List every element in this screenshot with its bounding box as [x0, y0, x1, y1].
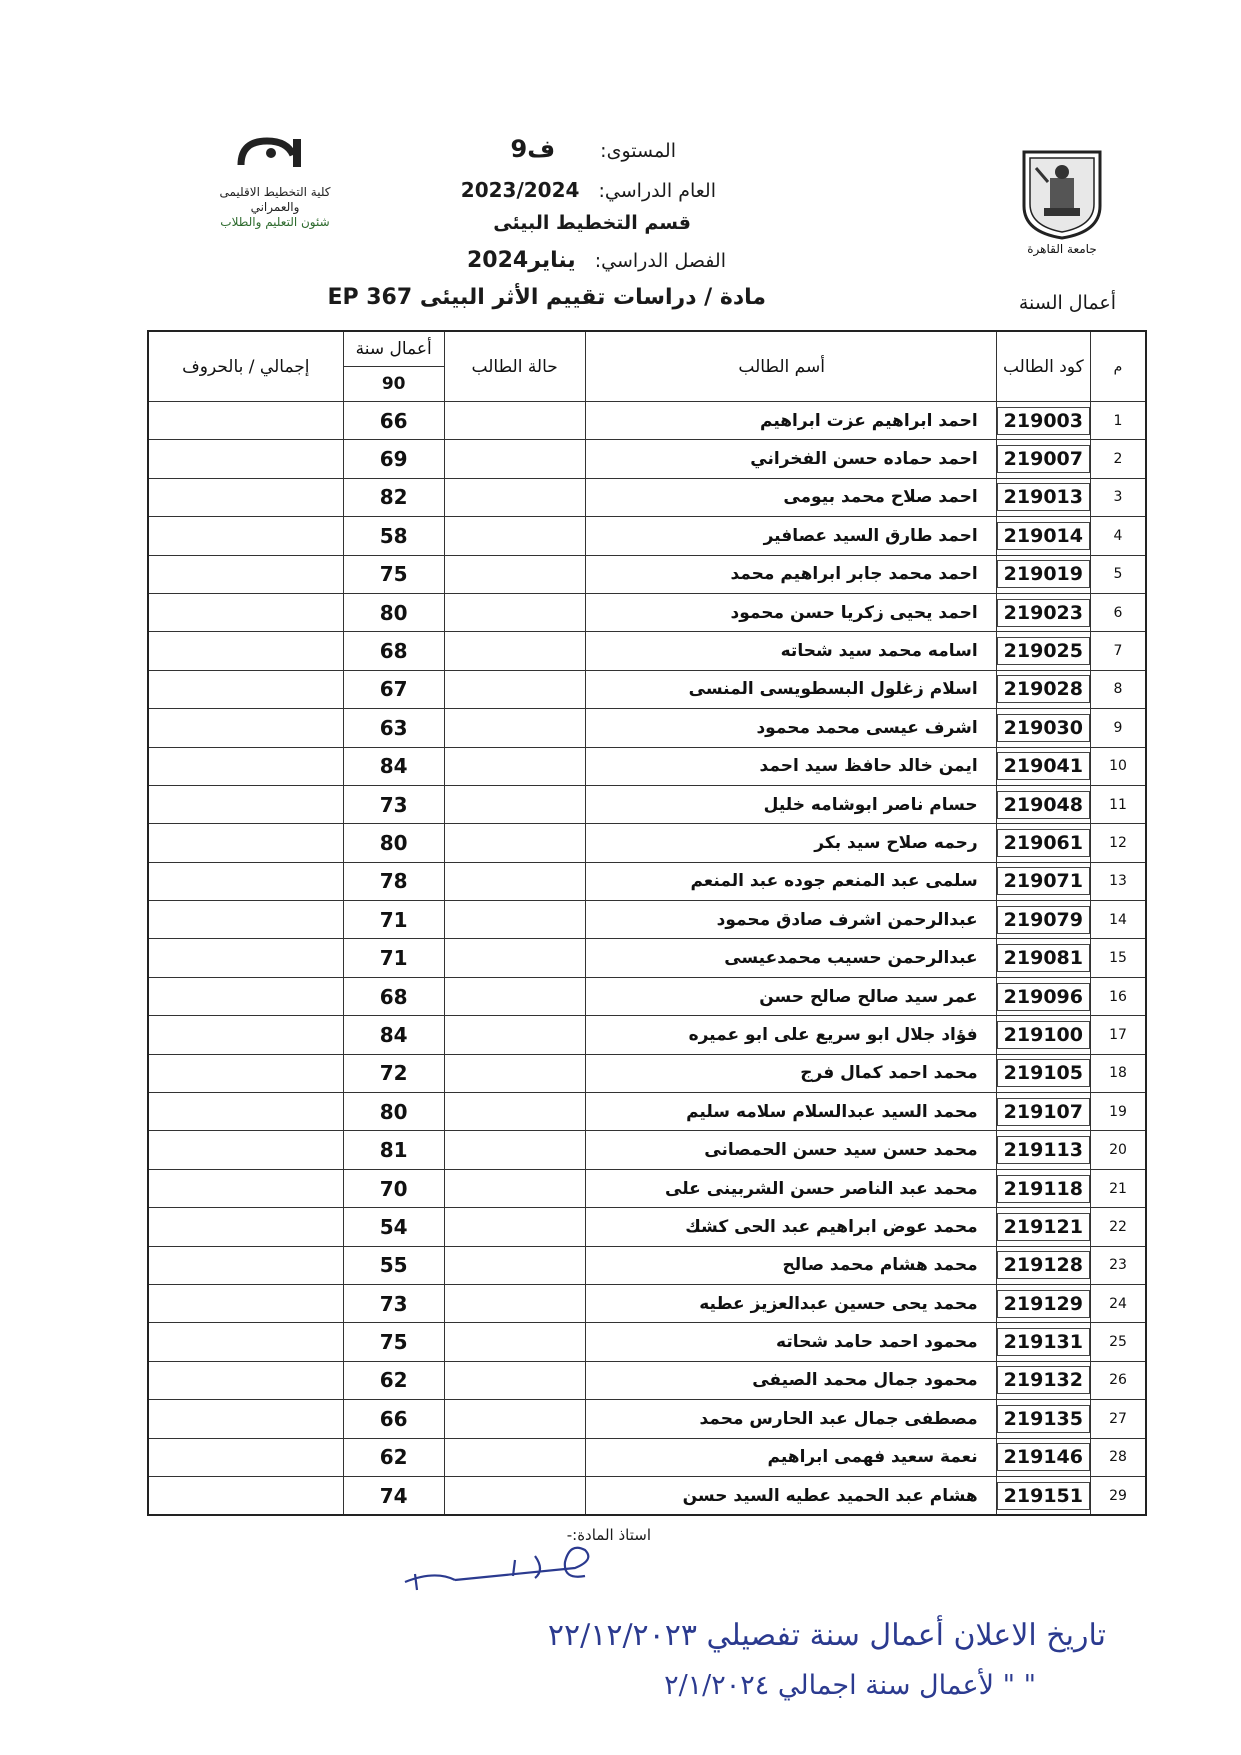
year-work-grade: 80: [343, 824, 444, 862]
year-work-grade: 67: [343, 670, 444, 708]
student-name: احمد صلاح محمد بيومى: [585, 478, 996, 516]
col-header-code: كود الطالب: [996, 331, 1090, 402]
student-code-value: 219113: [997, 1136, 1090, 1164]
student-code-value: 219118: [997, 1175, 1090, 1203]
semester-value: يناير2024: [466, 248, 576, 273]
row-number: 24: [1091, 1284, 1147, 1322]
year-line: [461, 178, 716, 202]
student-code-value: 219107: [997, 1098, 1090, 1126]
student-name: محمود احمد حامد شحاته: [585, 1323, 996, 1361]
student-code: [996, 1131, 1090, 1169]
table-row: [148, 555, 1146, 593]
student-code-value: 219061: [997, 829, 1090, 857]
student-status: [444, 862, 585, 900]
student-name: احمد حماده حسن الفخراني: [585, 440, 996, 478]
total-in-words: [148, 785, 343, 823]
year-work-grade: 66: [343, 1400, 444, 1438]
student-name: اسامه محمد سيد شحاته: [585, 632, 996, 670]
table-row: [148, 1054, 1146, 1092]
table-row: [148, 862, 1146, 900]
student-name: احمد محمد جابر ابراهيم محمد: [585, 555, 996, 593]
total-in-words: [148, 1169, 343, 1207]
student-status: [444, 1246, 585, 1284]
student-name: محمد السيد عبدالسلام سلامه سليم: [585, 1093, 996, 1131]
year-work-grade: 69: [343, 440, 444, 478]
row-number: 29: [1091, 1476, 1147, 1515]
year-work-grade: 73: [343, 785, 444, 823]
row-number: 3: [1091, 478, 1147, 516]
faculty-name-line2: والعمراني: [250, 200, 300, 214]
total-in-words: [148, 939, 343, 977]
student-code-value: 219003: [997, 407, 1090, 435]
table-row: [148, 670, 1146, 708]
table-row: [148, 440, 1146, 478]
student-code-value: 219100: [997, 1021, 1090, 1049]
table-row: [148, 1400, 1146, 1438]
student-name: احمد طارق السيد عصافير: [585, 517, 996, 555]
table-row: [148, 1438, 1146, 1476]
professor-signature: [395, 1540, 635, 1600]
student-status: [444, 747, 585, 785]
student-code: [996, 1438, 1090, 1476]
year-work-grade: 84: [343, 1016, 444, 1054]
student-status: [444, 1361, 585, 1399]
student-code-value: 219023: [997, 599, 1090, 627]
year-work-grade: 71: [343, 939, 444, 977]
university-logo: [1020, 148, 1104, 258]
total-in-words: [148, 670, 343, 708]
section-title: أعمال السنة: [1018, 292, 1116, 314]
student-status: [444, 1400, 585, 1438]
year-work-grade: 75: [343, 1323, 444, 1361]
semester-label: الفصل الدراسي:: [594, 250, 726, 272]
total-in-words: [148, 555, 343, 593]
student-name: محمود جمال محمد الصيفى: [585, 1361, 996, 1399]
row-number: 17: [1091, 1016, 1147, 1054]
table-row: [148, 1093, 1146, 1131]
student-status: [444, 402, 585, 440]
row-number: 14: [1091, 901, 1147, 939]
student-name: عبدالرحمن اشرف صادق محمود: [585, 901, 996, 939]
row-number: 11: [1091, 785, 1147, 823]
student-name: ايمن خالد حافظ سيد احمد: [585, 747, 996, 785]
student-name: حسام ناصر ابوشامه خليل: [585, 785, 996, 823]
student-code-value: 219151: [997, 1482, 1090, 1510]
student-code-value: 219105: [997, 1059, 1090, 1087]
year-work-grade: 80: [343, 593, 444, 631]
student-code-value: 219007: [997, 445, 1090, 473]
year-label: العام الدراسي:: [598, 180, 716, 202]
year-work-grade: 71: [343, 901, 444, 939]
year-work-grade: 55: [343, 1246, 444, 1284]
row-number: 12: [1091, 824, 1147, 862]
student-name: احمد يحيى زكريا حسن محمود: [585, 593, 996, 631]
student-name: محمد هشام محمد صالح: [585, 1246, 996, 1284]
col-header-num: م: [1091, 331, 1147, 402]
table-row: [148, 1016, 1146, 1054]
student-code-value: 219135: [997, 1405, 1090, 1433]
table-row: [148, 402, 1146, 440]
student-status: [444, 670, 585, 708]
student-code: [996, 785, 1090, 823]
level-label: المستوى:: [600, 140, 676, 162]
university-crest-icon: [1020, 148, 1104, 240]
student-code: [996, 440, 1090, 478]
level-value: ف9: [510, 135, 556, 163]
year-work-grade: 58: [343, 517, 444, 555]
student-name: احمد ابراهيم عزت ابراهيم: [585, 402, 996, 440]
student-name: عمر سيد صالح صالح حسن: [585, 977, 996, 1015]
year-work-grade: 84: [343, 747, 444, 785]
student-code: [996, 901, 1090, 939]
row-number: 19: [1091, 1093, 1147, 1131]
student-code-value: 219071: [997, 867, 1090, 895]
student-code: [996, 1361, 1090, 1399]
student-code: [996, 1400, 1090, 1438]
student-code: [996, 1246, 1090, 1284]
year-value: 2023/2024: [460, 178, 580, 202]
student-code-value: 219019: [997, 560, 1090, 588]
row-number: 22: [1091, 1208, 1147, 1246]
student-name: محمد عبد الناصر حسن الشربينى على: [585, 1169, 996, 1207]
student-status: [444, 1093, 585, 1131]
student-name: سلمى عبد المنعم جوده عبد المنعم: [585, 862, 996, 900]
row-number: 13: [1091, 862, 1147, 900]
table-header-row: [148, 331, 1146, 367]
student-status: [444, 824, 585, 862]
student-name: محمد عوض ابراهيم عبد الحى كشك: [585, 1208, 996, 1246]
table-row: [148, 1208, 1146, 1246]
student-code-value: 219079: [997, 906, 1090, 934]
total-in-words: [148, 1093, 343, 1131]
student-status: [444, 901, 585, 939]
col-header-total: إجمالي / بالحروف: [148, 331, 343, 402]
total-in-words: [148, 977, 343, 1015]
student-status: [444, 593, 585, 631]
student-code-value: 219132: [997, 1366, 1090, 1394]
student-code: [996, 977, 1090, 1015]
student-name: رحمه صلاح سيد بكر: [585, 824, 996, 862]
table-row: [148, 1476, 1146, 1515]
table-row: [148, 977, 1146, 1015]
total-in-words: [148, 901, 343, 939]
student-name: اشرف عيسى محمد محمود: [585, 709, 996, 747]
student-code-value: 219013: [997, 483, 1090, 511]
student-status: [444, 478, 585, 516]
total-in-words: [148, 1323, 343, 1361]
student-name: محمد يحى حسين عبدالعزيز عطيه: [585, 1284, 996, 1322]
student-code: [996, 1169, 1090, 1207]
faculty-emblem-icon: [237, 135, 307, 169]
year-work-grade: 62: [343, 1361, 444, 1399]
student-status: [444, 1323, 585, 1361]
year-work-grade: 82: [343, 478, 444, 516]
year-work-grade: 54: [343, 1208, 444, 1246]
student-code-value: 219025: [997, 637, 1090, 665]
student-code: [996, 1208, 1090, 1246]
student-status: [444, 1438, 585, 1476]
faculty-logo: [212, 135, 332, 169]
row-number: 25: [1091, 1323, 1147, 1361]
student-name: اسلام زغلول البسطويسى المنسى: [585, 670, 996, 708]
row-number: 7: [1091, 632, 1147, 670]
student-code: [996, 862, 1090, 900]
year-work-grade: 75: [343, 555, 444, 593]
year-work-grade: 66: [343, 402, 444, 440]
total-in-words: [148, 824, 343, 862]
student-code: [996, 1016, 1090, 1054]
student-status: [444, 709, 585, 747]
student-code: [996, 593, 1090, 631]
total-in-words: [148, 593, 343, 631]
department: قسم التخطيط البيئى: [493, 212, 691, 234]
faculty-logo-text: [190, 185, 360, 230]
table-row: [148, 1323, 1146, 1361]
year-work-grade: 80: [343, 1093, 444, 1131]
student-name: نعمة سعيد فهمى ابراهيم: [585, 1438, 996, 1476]
col-header-name: أسم الطالب: [585, 331, 996, 402]
student-code: [996, 402, 1090, 440]
total-in-words: [148, 747, 343, 785]
row-number: 27: [1091, 1400, 1147, 1438]
total-in-words: [148, 1438, 343, 1476]
student-code: [996, 1323, 1090, 1361]
total-in-words: [148, 1131, 343, 1169]
table-row: [148, 1284, 1146, 1322]
row-number: 10: [1091, 747, 1147, 785]
table-row: [148, 1361, 1146, 1399]
student-code: [996, 824, 1090, 862]
student-code: [996, 1093, 1090, 1131]
student-code: [996, 1054, 1090, 1092]
student-code: [996, 1284, 1090, 1322]
grades-table: [147, 330, 1147, 1516]
table-row: [148, 939, 1146, 977]
faculty-office: شئون التعليم والطلاب: [220, 215, 330, 229]
student-status: [444, 1131, 585, 1169]
student-status: [444, 1054, 585, 1092]
total-in-words: [148, 402, 343, 440]
row-number: 2: [1091, 440, 1147, 478]
student-code-value: 219128: [997, 1251, 1090, 1279]
student-status: [444, 1284, 585, 1322]
student-code: [996, 1476, 1090, 1515]
total-in-words: [148, 862, 343, 900]
row-number: 16: [1091, 977, 1147, 1015]
student-code-value: 219030: [997, 714, 1090, 742]
student-status: [444, 1208, 585, 1246]
table-row: [148, 709, 1146, 747]
total-in-words: [148, 1016, 343, 1054]
row-number: 18: [1091, 1054, 1147, 1092]
student-code-value: 219121: [997, 1213, 1090, 1241]
row-number: 15: [1091, 939, 1147, 977]
course-title: مادة / دراسات تقييم الأثر البيئى EP 367: [327, 285, 766, 310]
student-code-value: 219129: [997, 1290, 1090, 1318]
row-number: 9: [1091, 709, 1147, 747]
table-row: [148, 478, 1146, 516]
row-number: 23: [1091, 1246, 1147, 1284]
student-status: [444, 785, 585, 823]
student-status: [444, 632, 585, 670]
col-header-grade-max: 90: [343, 367, 444, 402]
table-row: [148, 824, 1146, 862]
year-work-grade: 78: [343, 862, 444, 900]
handwritten-note-1: تاريخ الاعلان أعمال سنة تفصيلي ٢٢/١٢/٢٠٢٣: [547, 1618, 1106, 1653]
col-header-grade: أعمال سنة: [343, 331, 444, 367]
row-number: 21: [1091, 1169, 1147, 1207]
student-status: [444, 555, 585, 593]
table-row: [148, 517, 1146, 555]
department-line: [493, 212, 691, 234]
total-in-words: [148, 517, 343, 555]
student-code: [996, 747, 1090, 785]
student-code: [996, 632, 1090, 670]
student-name: محمد احمد كمال فرج: [585, 1054, 996, 1092]
table-row: [148, 1131, 1146, 1169]
total-in-words: [148, 1284, 343, 1322]
level-line: [510, 135, 676, 163]
table-row: [148, 1169, 1146, 1207]
total-in-words: [148, 1208, 343, 1246]
col-header-status: حالة الطالب: [444, 331, 585, 402]
student-code: [996, 517, 1090, 555]
student-name: فؤاد جلال ابو سريع على ابو عميره: [585, 1016, 996, 1054]
total-in-words: [148, 478, 343, 516]
total-in-words: [148, 709, 343, 747]
student-name: هشام عبد الحميد عطيه السيد حسن: [585, 1476, 996, 1515]
course-line: [327, 285, 766, 310]
year-work-grade: 72: [343, 1054, 444, 1092]
student-code: [996, 478, 1090, 516]
table-row: [148, 1246, 1146, 1284]
student-code: [996, 670, 1090, 708]
total-in-words: [148, 1246, 343, 1284]
row-number: 6: [1091, 593, 1147, 631]
faculty-name-line1: كلية التخطيط الاقليمى: [219, 185, 331, 199]
row-number: 5: [1091, 555, 1147, 593]
professor-label: استاذ المادة:-: [566, 1526, 651, 1544]
year-work-grade: 68: [343, 632, 444, 670]
row-number: 20: [1091, 1131, 1147, 1169]
student-code-value: 219081: [997, 944, 1090, 972]
year-work-grade: 74: [343, 1476, 444, 1515]
student-code-value: 219041: [997, 752, 1090, 780]
student-code: [996, 555, 1090, 593]
student-code-value: 219014: [997, 522, 1090, 550]
student-name: عبدالرحمن حسيب محمدعيسى: [585, 939, 996, 977]
row-number: 4: [1091, 517, 1147, 555]
total-in-words: [148, 1400, 343, 1438]
year-work-grade: 62: [343, 1438, 444, 1476]
row-number: 28: [1091, 1438, 1147, 1476]
student-status: [444, 1476, 585, 1515]
total-in-words: [148, 632, 343, 670]
student-name: محمد حسن سيد حسن الحمصانى: [585, 1131, 996, 1169]
row-number: 26: [1091, 1361, 1147, 1399]
year-work-grade: 70: [343, 1169, 444, 1207]
table-row: [148, 785, 1146, 823]
student-code: [996, 709, 1090, 747]
table-row: [148, 901, 1146, 939]
student-name: مصطفى جمال عبد الحارس محمد: [585, 1400, 996, 1438]
student-status: [444, 1169, 585, 1207]
student-code-value: 219131: [997, 1328, 1090, 1356]
year-work-grade: 73: [343, 1284, 444, 1322]
student-code-value: 219146: [997, 1443, 1090, 1471]
student-code-value: 219028: [997, 675, 1090, 703]
student-status: [444, 1016, 585, 1054]
total-in-words: [148, 440, 343, 478]
table-row: [148, 632, 1146, 670]
total-in-words: [148, 1476, 343, 1515]
handwritten-note-2: " " لأعمال سنة اجمالي ٢/١/٢٠٢٤: [664, 1670, 1036, 1701]
row-number: 8: [1091, 670, 1147, 708]
table-row: [148, 747, 1146, 785]
student-status: [444, 517, 585, 555]
year-work-grade: 63: [343, 709, 444, 747]
student-status: [444, 440, 585, 478]
row-number: 1: [1091, 402, 1147, 440]
student-status: [444, 939, 585, 977]
student-code-value: 219096: [997, 983, 1090, 1011]
total-in-words: [148, 1054, 343, 1092]
student-code-value: 219048: [997, 791, 1090, 819]
total-in-words: [148, 1361, 343, 1399]
year-work-grade: 81: [343, 1131, 444, 1169]
semester-line: [467, 248, 726, 273]
student-status: [444, 977, 585, 1015]
student-code: [996, 939, 1090, 977]
year-work-grade: 68: [343, 977, 444, 1015]
table-row: [148, 593, 1146, 631]
university-logo-text: جامعة القاهرة: [1027, 242, 1097, 256]
